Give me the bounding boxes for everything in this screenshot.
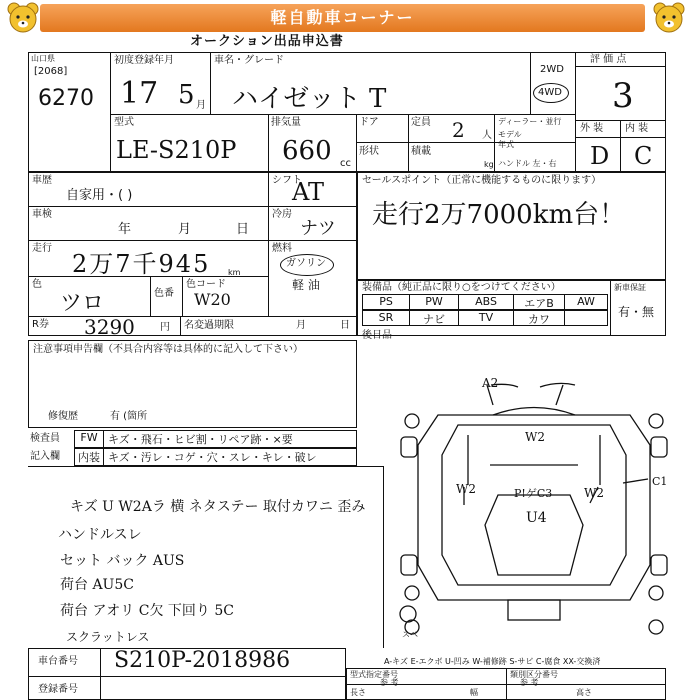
inside-cell: 内装 bbox=[74, 448, 104, 466]
equip-tv: TV bbox=[458, 310, 514, 326]
capacity-label: 定員 bbox=[411, 117, 431, 128]
equip-ps: PS bbox=[362, 294, 410, 310]
mark-c1: C1 bbox=[652, 475, 668, 488]
venue-label: 山口県 bbox=[31, 54, 55, 63]
shift-label: シフト bbox=[272, 175, 302, 186]
score-value: 3 bbox=[612, 76, 634, 116]
r-ticket-value: 3290 bbox=[84, 315, 135, 339]
selling-label: セールスポイント（正常に機能するものに限ります） bbox=[362, 175, 602, 186]
damage-legend: A-キズ E-エクボ U-凹み W-補修跡 S-サビ C-腐食 XX-交換済 bbox=[384, 657, 601, 666]
report-line: 荷台 アオリ C欠 下回り 5C bbox=[60, 603, 234, 619]
first-reg-label: 初度登録年月 bbox=[114, 55, 174, 66]
form-no-label: 型式指定番号 bbox=[350, 670, 398, 679]
dealer-label: ディーラー・並行 bbox=[498, 117, 562, 126]
capacity-value: 2 bbox=[452, 118, 465, 142]
mark-a2: A2 bbox=[482, 376, 499, 390]
first-reg-year: 17 bbox=[120, 76, 159, 111]
width-label: 幅 bbox=[470, 688, 478, 697]
report-line: スクラットレス bbox=[66, 630, 150, 644]
mark-w2-right: W2 bbox=[584, 486, 604, 500]
equip-sr: SR bbox=[362, 310, 410, 326]
inspection-label: 車検 bbox=[32, 209, 52, 220]
color-code-label: 色コード bbox=[186, 279, 226, 290]
door-label: ドア bbox=[359, 117, 379, 128]
color-label: 色 bbox=[32, 279, 42, 290]
selling-value: 走行2万7000km台！ bbox=[372, 200, 626, 230]
color-code-value: W20 bbox=[194, 290, 231, 309]
spare-note: スペ bbox=[402, 630, 418, 639]
equip-pw: PW bbox=[409, 294, 459, 310]
interior-label: 内 装 bbox=[625, 123, 649, 134]
mark-w2-top: W2 bbox=[525, 430, 545, 444]
recorder-label: 記入欄 bbox=[30, 451, 60, 462]
equip-abs: ABS bbox=[458, 294, 514, 310]
inspection-month: 月 bbox=[178, 222, 192, 237]
mark-u4: U4 bbox=[526, 510, 547, 526]
report-line: 荷台 AU5C bbox=[60, 577, 134, 593]
name-change-day: 日 bbox=[340, 320, 350, 331]
inspection-year: 年 bbox=[118, 222, 132, 237]
ref-label: 参 考 bbox=[380, 678, 399, 687]
cc-unit: cc bbox=[340, 158, 351, 169]
displacement-label: 排気量 bbox=[271, 117, 301, 128]
equip-aw: AW bbox=[564, 294, 608, 310]
drive-2wd: 2WD bbox=[540, 64, 564, 75]
report-line: セット バック AUS bbox=[60, 553, 185, 569]
usage-label: 車歴 bbox=[32, 175, 52, 186]
fuel-diesel: 軽 油 bbox=[292, 278, 320, 292]
mileage-value: 2万7千945 bbox=[72, 250, 211, 278]
mark-w2-left: W2 bbox=[456, 482, 476, 496]
length-label: 長さ bbox=[350, 688, 366, 697]
shift-value: AT bbox=[292, 178, 325, 206]
km-unit: km bbox=[228, 268, 241, 277]
bear-logo-icon bbox=[6, 1, 40, 35]
equip-airbag: エアB bbox=[513, 294, 565, 310]
exterior-label: 外 装 bbox=[580, 123, 604, 134]
banner-bar bbox=[40, 4, 645, 32]
mark-center: P!ゲC3 bbox=[514, 487, 553, 500]
month-unit: 月 bbox=[196, 100, 206, 111]
class-no-label: 類別区分番号 bbox=[510, 670, 558, 679]
new-used-value: 有・無 bbox=[618, 305, 655, 319]
form-subtitle: オークション出品申込書 bbox=[190, 34, 344, 49]
interior-value: C bbox=[634, 142, 653, 170]
back-label: 後日品 bbox=[362, 330, 392, 341]
exterior-value: D bbox=[590, 142, 610, 170]
fuel-gas: ガソリン bbox=[286, 258, 326, 269]
usage-value: 自家用・( ) bbox=[66, 188, 133, 203]
load-label: 積載 bbox=[411, 146, 431, 157]
color-no-label: 色番 bbox=[154, 288, 174, 299]
name-change-label: 名変過期限 bbox=[184, 320, 234, 331]
chassis-value: S210P-2018986 bbox=[114, 648, 291, 673]
repair-value: 有 (箇所 bbox=[110, 411, 148, 422]
drive-4wd: 4WD bbox=[538, 87, 562, 98]
chassis-label: 車台番号 bbox=[38, 656, 78, 667]
banner-title: 軽自動車コーナー bbox=[270, 8, 415, 27]
equip-blank bbox=[564, 310, 608, 326]
check-row-1: キズ・飛石・ヒビ割・リペア跡・×要 bbox=[103, 430, 357, 448]
equipment-label: 装備品（純正品に限り○をつけてください） bbox=[362, 282, 561, 293]
ac-value: ナツ bbox=[300, 218, 336, 239]
kg-unit: kg bbox=[484, 160, 494, 169]
equip-navi: ナビ bbox=[409, 310, 459, 326]
score-label: 評 価 点 bbox=[590, 54, 627, 65]
damage-diagram bbox=[398, 375, 670, 640]
height-label: 高さ bbox=[576, 688, 592, 697]
new-used-label: 新車保証 bbox=[614, 283, 646, 292]
shape-label: 形状 bbox=[359, 146, 379, 157]
inspection-day: 日 bbox=[236, 222, 250, 237]
displacement-value: 660 bbox=[282, 136, 332, 166]
ac-label: 冷房 bbox=[272, 209, 292, 220]
header-banner bbox=[0, 0, 700, 36]
fuel-label: 燃料 bbox=[272, 243, 292, 254]
report-line: ハンドルスレ bbox=[58, 527, 142, 543]
car-name-label: 車名・グレード bbox=[214, 55, 284, 66]
reg-label: 登録番号 bbox=[38, 684, 78, 695]
mileage-label: 走行 bbox=[32, 243, 52, 254]
ref-label: 参 考 bbox=[520, 678, 539, 687]
yen-unit: 円 bbox=[160, 322, 170, 333]
r-ticket-label: R券 bbox=[32, 319, 49, 330]
car-name-value: ハイゼット T bbox=[232, 84, 387, 114]
first-reg-month: 5 bbox=[178, 80, 195, 110]
report-line: キズ U W2Aラ 横 ネタステー 取付カワニ 歪み bbox=[70, 499, 366, 515]
color-value: ツロ bbox=[60, 291, 105, 316]
equip-leather: カワ bbox=[513, 310, 565, 326]
model-value: LE-S210P bbox=[116, 136, 237, 164]
check-row-2: キズ・汚レ・コゲ・穴・スレ・キレ・破レ bbox=[103, 448, 357, 466]
model-year-label: モデル年式 bbox=[498, 130, 522, 149]
repair-label: 修復歴 bbox=[48, 411, 78, 422]
name-change-month: 月 bbox=[296, 320, 306, 331]
notes-label: 注意事項申告欄（不具合内容等は具体的に記入して下さい） bbox=[33, 344, 303, 355]
model-label: 型式 bbox=[114, 117, 134, 128]
lot-number: 6270 bbox=[38, 86, 94, 111]
inspector-label: 検査員 bbox=[30, 433, 60, 444]
ref-code: [2068] bbox=[34, 66, 68, 77]
fw-cell: FW bbox=[74, 430, 104, 448]
capacity-unit: 人 bbox=[482, 130, 492, 141]
bear-logo-icon bbox=[652, 1, 686, 35]
handle-label: ハンドル 左・右 bbox=[498, 159, 557, 168]
